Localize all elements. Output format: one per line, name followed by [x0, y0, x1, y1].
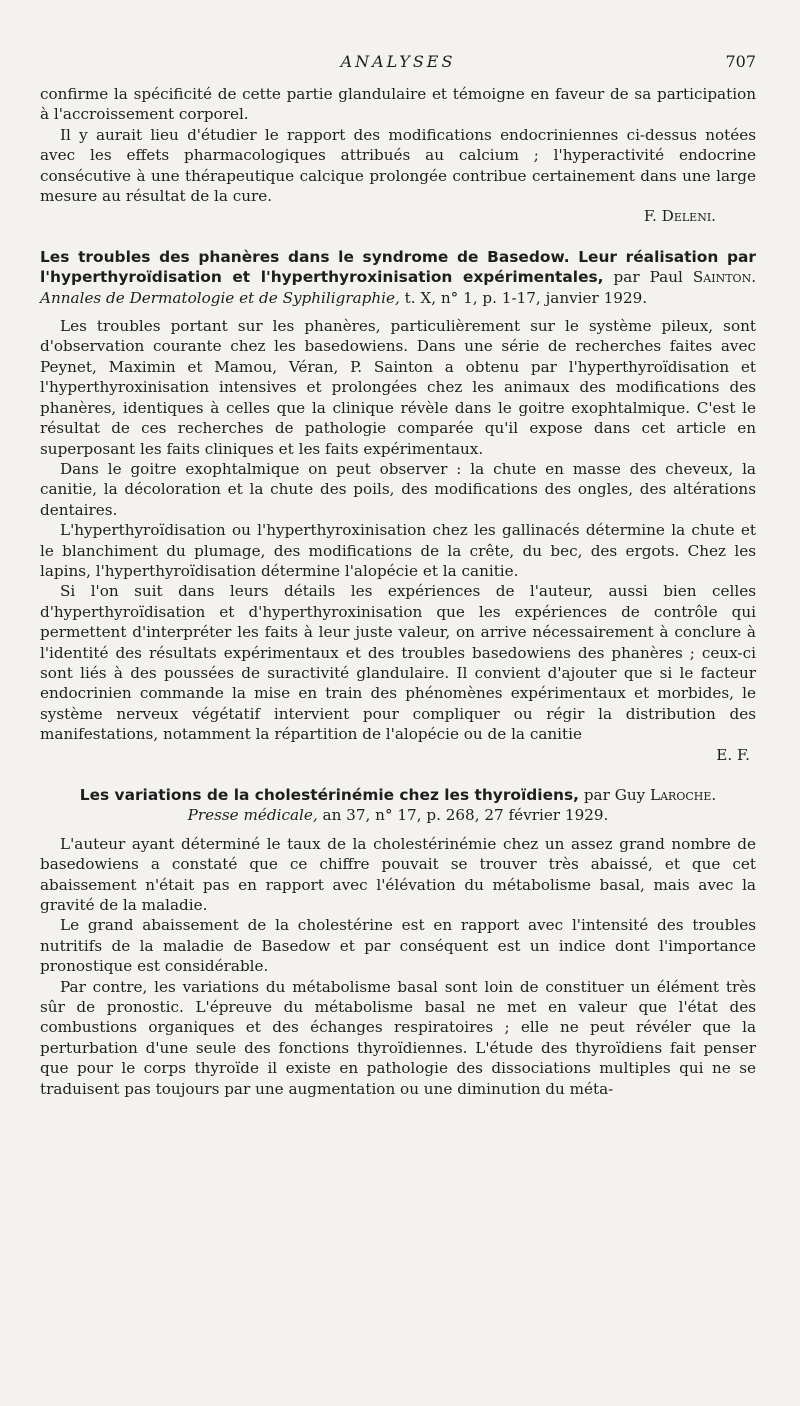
paragraph: Par contre, les variations du métabolisme basal sont loin de constituer un élément très sûr de pronostic. L'épreuve du métabolisme basal ne met en valeur que l'état des combustions organiques et des échanges respiratoires ; elle ne peut révéler que la perturbation d'une seule des fonctions thyroïdiennes. L'étude des thyroïdiens fait penser que pour le corps thyroïde il existe en pathologie des dissociations multiples qui ne se traduisent pas toujours par une augmentation ou une diminution du méta-: [40, 977, 756, 1098]
review-title: Les variations de la cholestérinémie chez les thyroïdiens,: [79, 786, 579, 804]
paragraph: confirme la spécificité de cette partie glandulaire et témoigne en faveur de sa participation à l'accroissement corporel.: [40, 85, 756, 124]
review-by: par: [613, 268, 640, 287]
author-first-name: Guy: [614, 786, 646, 804]
journal-name: Presse médicale,: [187, 806, 318, 825]
running-head: [40, 48, 756, 78]
review-signature: F. Deleni.: [643, 207, 716, 226]
review-cholesterinemie-thyroidiens: [40, 785, 756, 1099]
review-title: Les troubles des phanères dans le syndrome de Basedow. Leur réalisation par l'hyperthyroïdisation et l'hyperthyroxinisation expérimentales,: [40, 247, 756, 287]
paragraph: Les troubles portant sur les phanères, particulièrement sur le système pileux, sont d'observation courante chez les basedowiens. Dans une série de recherches faites avec Peynet, Maximin et Mamou, Véran, P. Sainton a obtenu par l'hyperthyroïdisation et l'hyperthyroxinisation intensives et prolongées chez les animaux des modifications des phanères, identiques à celles que la clinique révèle dans le goitre exophtalmique. C'est le résultat de ces recherches de pathologie comparée qu'il expose dans cet article en superposant les faits cliniques et les faits expérimentaux.: [40, 317, 756, 458]
journal-name: Annales de Dermatologie et de Syphiligraphie,: [40, 288, 400, 307]
running-title: ANALYSES: [340, 52, 456, 71]
paragraph: L'hyperthyroïdisation ou l'hyperthyroxinisation chez les gallinacés détermine la chute et le blanchiment du plumage, des modifications de la crête, du bec, des ergots. Chez les lapins, l'hyperthyroïdisation détermine l'alopécie et la canitie.: [40, 521, 756, 580]
review-heading: [40, 247, 756, 308]
citation: an 37, n° 17, p. 268, 27 février 1929.: [322, 806, 609, 825]
paragraph: Il y aurait lieu d'étudier le rapport des modifications endocriniennes ci-dessus notées avec les effets pharmacologiques attribués au calcium ; l'hyperactivité endocrine consécutive à une thérapeutique calcique prolongée contribue certainement dans une large mesure au résultat de la cure.: [40, 125, 756, 206]
review-phaneres-basedow: [40, 247, 756, 765]
paragraph: L'auteur ayant déterminé le taux de la cholestérinémie chez un assez grand nombre de basedowiens a constaté que ce chiffre pouvait se trouver très abaissé, et que cet abaissement n'était pas en rapport avec l'élévation du métabolisme basal, mais avec la gravité de la maladie.: [40, 834, 756, 915]
author-first-name: Paul: [649, 268, 683, 287]
author-last-name: Laroche.: [650, 786, 717, 804]
review-heading: [40, 785, 756, 826]
paragraph: Dans le goitre exophtalmique on peut observer : la chute en masse des cheveux, la canitie, la décoloration et la chute des poils, des modifications des ongles, des altérations dentaires.: [40, 459, 756, 519]
review-by: par: [583, 786, 610, 804]
author-last-name: Sainton.: [692, 268, 757, 287]
previous-review-ending: [40, 84, 756, 227]
citation: t. X, n° 1, p. 1-17, janvier 1929.: [404, 288, 648, 307]
paragraph: Si l'on suit dans leurs détails les expériences de l'auteur, aussi bien celles d'hyperthyroïdisation et d'hyperthyroxinisation que les expériences de contrôle qui permettent d'interpréter les faits à leur juste valeur, on arrive nécessairement à conclure à l'identité des résultats expérimentaux et des troubles basedowiens des phanères ; ceux-ci sont liés à des poussées de suractivité glandulaire. Il convient d'ajouter que si le facteur endocrinien commande la mise en train des phénomènes expérimentaux et morbides, le système nerveux végétatif intervient pour compliquer ou régir la distribution des manifestations, notamment la répartition de l'alopécie ou de la canitie: [40, 582, 756, 744]
paragraph: Le grand abaissement de la cholestérine est en rapport avec l'intensité des troubles nutritifs de la maladie de Basedow et par conséquent est un indice dont l'importance pronostique est considérable.: [40, 916, 756, 976]
page-number: 707: [725, 52, 756, 71]
review-signature: E. F.: [716, 745, 750, 764]
